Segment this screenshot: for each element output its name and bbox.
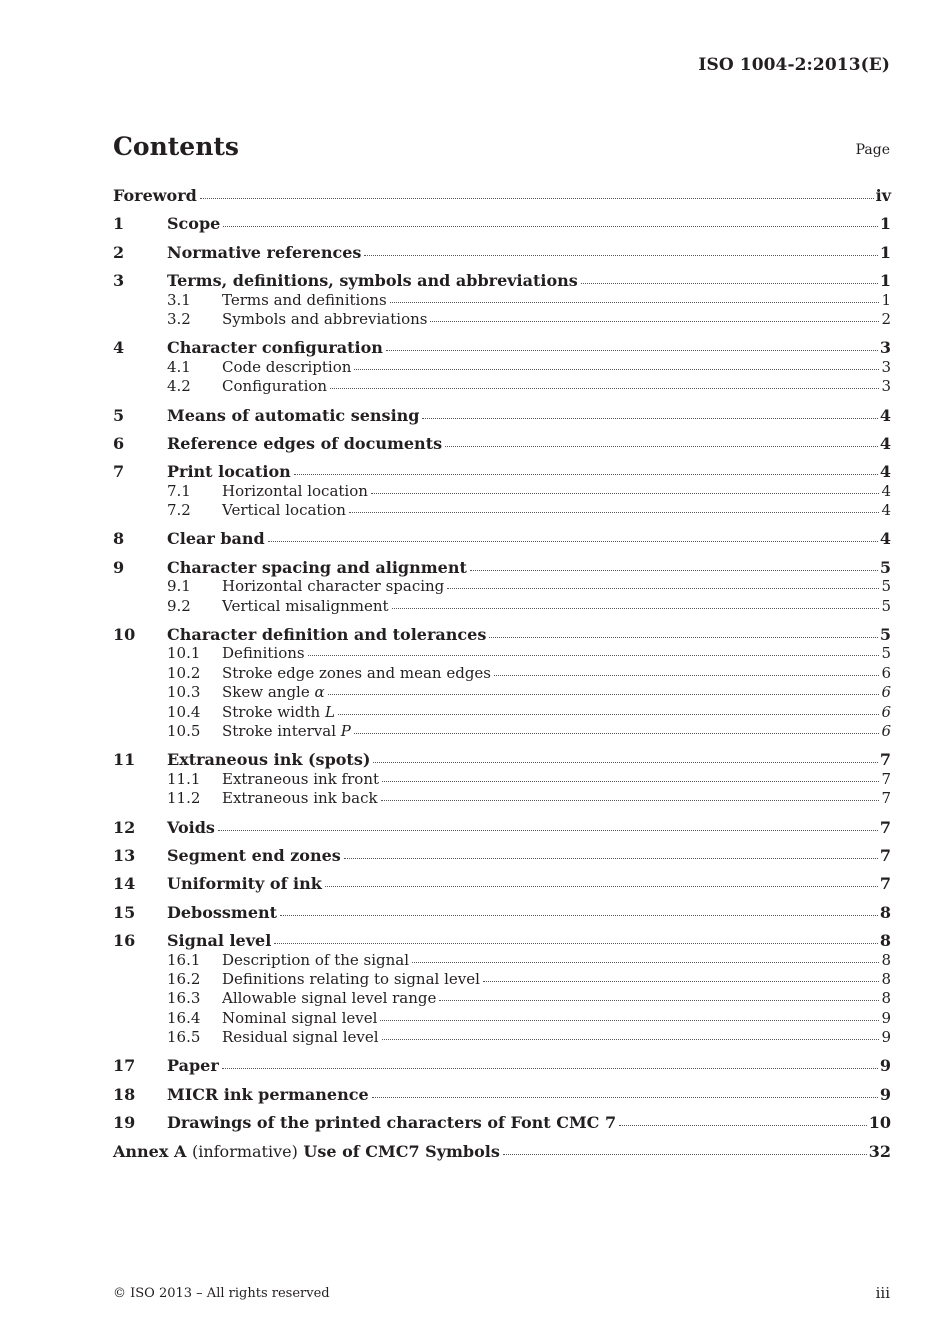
dot-leader: [373, 762, 877, 763]
toc-section: [113, 243, 891, 262]
toc-entry[interactable]: [113, 529, 891, 548]
toc-entry-number: 5: [113, 405, 125, 425]
dot-leader: [439, 1000, 879, 1001]
dot-leader: [381, 800, 880, 801]
dot-leader: [382, 1039, 880, 1040]
dot-leader: [344, 858, 878, 859]
toc-section: [113, 529, 891, 548]
document-id: ISO 1004-2:2013(E): [698, 55, 890, 75]
toc-entry-page: 1: [879, 214, 891, 234]
toc-entry-title: Uniformity of ink: [167, 874, 322, 894]
toc-subentry-title-text: Terms and definitions: [222, 290, 387, 309]
toc-entry-number: 18: [113, 1084, 136, 1104]
toc-subentry-title-text: Stroke interval: [222, 721, 336, 740]
dot-leader: [445, 446, 878, 447]
toc-subentry-number: 16.3: [167, 989, 201, 1008]
annex-title: Use of CMC7 Symbols: [303, 1141, 500, 1161]
contents-heading: Contents: [113, 132, 240, 161]
toc-subentry-number: 16.5: [167, 1028, 201, 1047]
toc-subentry-page: 5: [881, 577, 891, 596]
toc-subentry-page: 8: [881, 989, 891, 1008]
dot-leader: [274, 943, 878, 944]
toc-subentry[interactable]: [113, 501, 891, 520]
annex-label: Annex A: [113, 1141, 187, 1161]
toc-subentry-title: [222, 358, 351, 377]
toc-subentry-title: [222, 482, 368, 501]
toc-subentry[interactable]: [113, 1009, 891, 1028]
toc-section: [113, 846, 891, 865]
toc-entry[interactable]: [113, 406, 891, 425]
toc-entry-number: 8: [113, 529, 125, 549]
dot-leader: [386, 350, 878, 351]
toc-subentry-title-text: Horizontal location: [222, 481, 368, 500]
dot-leader: [412, 962, 879, 963]
copyright-notice: © ISO 2013 – All rights reserved: [113, 1286, 330, 1301]
toc-subentry-page: 7: [881, 769, 891, 788]
toc-entry-page: 9: [879, 1056, 891, 1076]
toc-subentry-title-text: Definitions: [222, 644, 305, 663]
toc-subentry-number: 3.1: [167, 290, 191, 309]
dot-leader: [619, 1125, 867, 1126]
toc-section: [113, 931, 891, 1047]
toc-entry-page: 7: [879, 874, 891, 894]
toc-subentry-title: [222, 722, 351, 741]
toc-subentry-page: 9: [881, 1008, 891, 1027]
toc-subentry-title-text: Description of the signal: [222, 950, 410, 969]
toc-entry-title: Drawings of the printed characters of Font CMC 7: [167, 1113, 617, 1133]
toc-entry-page: 32: [868, 1141, 891, 1161]
dot-leader: [430, 321, 879, 322]
toc-entry-page: 10: [868, 1113, 891, 1133]
toc-entry-number: 2: [113, 242, 125, 262]
toc-subentry[interactable]: [113, 789, 891, 808]
toc-entry-page: 5: [879, 557, 891, 577]
toc-entry-page: 1: [879, 271, 891, 291]
annex-qualifier: (informative): [191, 1141, 298, 1161]
dot-leader: [223, 226, 878, 227]
toc-subentry-number: 9.2: [167, 596, 191, 615]
toc-entry-number: 13: [113, 845, 136, 865]
toc-section: [113, 186, 891, 205]
toc-entry-page: 3: [879, 338, 891, 358]
dot-leader: [494, 675, 879, 676]
toc-subentry-number: 7.2: [167, 501, 191, 520]
toc-entry-title: MICR ink permanence: [167, 1084, 369, 1104]
toc-subentry-title: [222, 951, 409, 970]
dot-leader: [268, 541, 878, 542]
toc-subentry-symbol: α: [314, 683, 325, 702]
toc-subentry-title-text: Vertical location: [222, 501, 346, 520]
toc-subentry-title-text: Extraneous ink front: [222, 769, 380, 788]
toc-subentry-page: 6: [881, 702, 891, 721]
toc-entry-title: Reference edges of documents: [167, 433, 443, 453]
toc-entry[interactable]: [113, 1085, 891, 1104]
toc-subentry-title: [222, 597, 389, 616]
toc-subentry-title: [222, 310, 427, 329]
toc-subentry-page: 7: [881, 789, 891, 808]
toc-subentry-title-text: Skew angle: [222, 683, 310, 702]
toc-entry[interactable]: [113, 243, 891, 262]
page-column-label: Page: [855, 142, 890, 158]
dot-leader: [483, 981, 880, 982]
toc-entry-number: 10: [113, 625, 136, 645]
toc-subentry[interactable]: [113, 1028, 891, 1047]
toc-entry[interactable]: [113, 625, 891, 644]
toc-section: [113, 338, 891, 396]
toc-subentry-title: [222, 703, 335, 722]
toc-subentry-title-text: Horizontal character spacing: [222, 577, 445, 596]
table-of-contents: [113, 186, 891, 1170]
toc-subentry[interactable]: [113, 310, 891, 329]
toc-subentry[interactable]: [113, 703, 891, 722]
toc-subentry[interactable]: [113, 951, 891, 970]
toc-entry-title: Clear band: [167, 529, 265, 549]
toc-section: [113, 874, 891, 893]
toc-subentry-title-text: Configuration: [222, 377, 328, 396]
toc-entry-number: 1: [113, 214, 125, 234]
toc-entry-number: 6: [113, 433, 125, 453]
toc-entry[interactable]: [113, 846, 891, 865]
page-number: iii: [875, 1284, 890, 1302]
toc-entry-number: 19: [113, 1113, 136, 1133]
toc-entry-title: Normative references: [167, 242, 362, 262]
toc-entry-title: Print location: [167, 462, 291, 482]
toc-subentry-title: [222, 377, 327, 396]
dot-leader: [330, 388, 879, 389]
dot-leader: [280, 915, 878, 916]
toc-subentry-number: 10.1: [167, 644, 201, 663]
toc-entry[interactable]: [113, 874, 891, 893]
dot-leader: [308, 655, 880, 656]
toc-subentry-number: 16.1: [167, 950, 201, 969]
toc-subentry-number: 10.3: [167, 683, 201, 702]
toc-entry[interactable]: [113, 750, 891, 769]
toc-subentry-page: 5: [881, 596, 891, 615]
toc-subentry[interactable]: [113, 577, 891, 596]
toc-section: [113, 903, 891, 922]
toc-subentry-title: [222, 989, 436, 1008]
toc-subentry[interactable]: [113, 683, 891, 702]
toc-section: [113, 1056, 891, 1075]
toc-subentry-page: 6: [881, 663, 891, 682]
toc-entry-number: 3: [113, 271, 125, 291]
dot-leader: [470, 570, 878, 571]
toc-entry[interactable]: [113, 818, 891, 837]
toc-entry-number: 14: [113, 874, 136, 894]
toc-subentry-title: [222, 501, 346, 520]
toc-subentry-title: [222, 1028, 379, 1047]
toc-subentry-title-text: Stroke width: [222, 702, 321, 721]
dot-leader: [422, 418, 877, 419]
toc-entry-number: 16: [113, 931, 136, 951]
toc-entry-number: 15: [113, 902, 136, 922]
toc-section: [113, 558, 891, 616]
toc-subentry-title-text: Residual signal level: [222, 1028, 379, 1047]
dot-leader: [218, 830, 878, 831]
toc-entry-page: 5: [879, 625, 891, 645]
toc-subentry-title: [222, 664, 491, 683]
toc-subentry[interactable]: [113, 358, 891, 377]
toc-subentry-number: 9.1: [167, 577, 191, 596]
dot-leader: [200, 198, 874, 199]
toc-entry-page: 4: [879, 433, 891, 453]
toc-subentry-title: [222, 577, 444, 596]
toc-subentry-number: 10.4: [167, 702, 201, 721]
toc-subentry-page: 4: [881, 481, 891, 500]
toc-entry-number: 7: [113, 462, 125, 482]
toc-subentry-symbol: L: [324, 702, 335, 721]
toc-entry[interactable]: [113, 558, 891, 577]
toc-entry[interactable]: [113, 931, 891, 950]
toc-subentry-page: 3: [881, 357, 891, 376]
toc-entry-title: Scope: [167, 214, 221, 234]
toc-entry-title: Terms, definitions, symbols and abbreviations: [167, 271, 578, 291]
toc-entry-title: Debossment: [167, 902, 278, 922]
toc-entry-number: 11: [113, 750, 136, 770]
dot-leader: [222, 1068, 878, 1069]
toc-subentry-title-text: Definitions relating to signal level: [222, 969, 480, 988]
toc-section: [113, 1142, 891, 1161]
toc-entry[interactable]: [113, 903, 891, 922]
toc-subentry-number: 4.2: [167, 377, 191, 396]
toc-subentry-title: [222, 770, 379, 789]
toc-entry-page: 7: [879, 750, 891, 770]
toc-subentry[interactable]: [113, 377, 891, 396]
toc-entry[interactable]: [113, 462, 891, 481]
dot-leader: [328, 694, 880, 695]
toc-subentry[interactable]: [113, 989, 891, 1008]
toc-entry[interactable]: [113, 338, 891, 357]
toc-entry-number: 4: [113, 338, 125, 358]
toc-subentry-page: 8: [881, 950, 891, 969]
toc-entry-page: 4: [879, 529, 891, 549]
toc-section: [113, 1113, 891, 1132]
toc-section: [113, 434, 891, 453]
toc-subentry-number: 11.1: [167, 769, 201, 788]
toc-entry-title: Paper: [167, 1056, 219, 1076]
toc-section: [113, 462, 891, 520]
dot-leader: [380, 1020, 879, 1021]
toc-entry[interactable]: [113, 186, 891, 205]
toc-entry-page: 8: [879, 931, 891, 951]
toc-subentry-page: 2: [881, 309, 891, 328]
toc-subentry-page: 6: [881, 721, 891, 740]
dot-leader: [581, 283, 878, 284]
toc-subentry-page: 8: [881, 969, 891, 988]
toc-entry-number: 12: [113, 817, 136, 837]
dot-leader: [354, 733, 880, 734]
toc-entry-number: 9: [113, 557, 125, 577]
toc-entry[interactable]: [113, 271, 891, 290]
toc-subentry[interactable]: [113, 770, 891, 789]
toc-subentry-number: 10.2: [167, 663, 201, 682]
dot-leader: [372, 1097, 878, 1098]
toc-entry[interactable]: [113, 1142, 891, 1161]
toc-subentry-number: 16.2: [167, 969, 201, 988]
toc-entry-number: 17: [113, 1056, 136, 1076]
toc-entry[interactable]: [113, 1056, 891, 1075]
toc-subentry-page: 5: [881, 644, 891, 663]
toc-subentry-page: 3: [881, 377, 891, 396]
toc-entry-page: 4: [879, 462, 891, 482]
toc-subentry-title-text: Nominal signal level: [222, 1008, 378, 1027]
toc-subentry-number: 7.1: [167, 481, 191, 500]
toc-subentry-title: [222, 683, 325, 702]
toc-section: [113, 1085, 891, 1104]
toc-subentry-number: 10.5: [167, 721, 201, 740]
toc-subentry-title: [222, 1009, 377, 1028]
toc-subentry-symbol: P: [340, 721, 351, 740]
toc-section: [113, 214, 891, 233]
toc-subentry-number: 4.1: [167, 357, 191, 376]
toc-subentry-page: 4: [881, 501, 891, 520]
toc-subentry[interactable]: [113, 664, 891, 683]
toc-entry-page: iv: [875, 186, 891, 205]
toc-entry-title: Means of automatic sensing: [167, 405, 420, 425]
toc-subentry-title: [222, 644, 305, 663]
toc-section: [113, 818, 891, 837]
toc-section: [113, 625, 891, 741]
toc-entry-title: Character configuration: [167, 338, 383, 358]
dot-leader: [338, 714, 880, 715]
dot-leader: [371, 493, 880, 494]
toc-entry-title: Character definition and tolerances: [167, 625, 487, 645]
toc-section: [113, 406, 891, 425]
toc-subentry-title: [222, 291, 387, 310]
toc-section: [113, 750, 891, 808]
dot-leader: [349, 512, 880, 513]
toc-subentry-title-text: Allowable signal level range: [222, 989, 437, 1008]
toc-entry-title: [113, 1142, 500, 1161]
toc-subentry-title-text: Stroke edge zones and mean edges: [222, 663, 492, 682]
toc-entry[interactable]: [113, 1113, 891, 1132]
toc-subentry[interactable]: [113, 597, 891, 616]
dot-leader: [392, 608, 880, 609]
dot-leader: [489, 637, 878, 638]
toc-entry-page: 8: [879, 902, 891, 922]
toc-subentry[interactable]: [113, 970, 891, 989]
toc-entry-title: Voids: [167, 817, 215, 837]
toc-subentry-page: 9: [881, 1028, 891, 1047]
toc-entry-title: Extraneous ink (spots): [167, 750, 371, 770]
dot-leader: [364, 255, 877, 256]
toc-entry-title: Segment end zones: [167, 845, 341, 865]
toc-entry[interactable]: [113, 434, 891, 453]
toc-entry-title: Signal level: [167, 931, 272, 951]
toc-entry-title: Character spacing and alignment: [167, 557, 467, 577]
toc-subentry-title-text: Extraneous ink back: [222, 789, 378, 808]
toc-subentry-page: 1: [881, 290, 891, 309]
toc-entry-title: Foreword: [113, 186, 197, 205]
toc-subentry[interactable]: [113, 482, 891, 501]
toc-entry-page: 9: [879, 1084, 891, 1104]
toc-subentry-title-text: Symbols and abbreviations: [222, 309, 428, 328]
toc-subentry-number: 16.4: [167, 1008, 201, 1027]
toc-subentry-number: 3.2: [167, 309, 191, 328]
toc-subentry-title: [222, 970, 480, 989]
dot-leader: [325, 886, 878, 887]
dot-leader: [447, 588, 879, 589]
dot-leader: [503, 1154, 867, 1155]
toc-subentry[interactable]: [113, 644, 891, 663]
toc-subentry[interactable]: [113, 291, 891, 310]
toc-entry-page: 4: [879, 405, 891, 425]
toc-entry[interactable]: [113, 214, 891, 233]
dot-leader: [390, 302, 880, 303]
dot-leader: [294, 474, 878, 475]
toc-subentry-page: 6: [881, 683, 891, 702]
toc-subentry-title-text: Code description: [222, 357, 352, 376]
toc-subentry-title: [222, 789, 378, 808]
toc-entry-page: 1: [879, 242, 891, 262]
toc-subentry-number: 11.2: [167, 789, 201, 808]
dot-leader: [354, 369, 879, 370]
toc-subentry-title-text: Vertical misalignment: [222, 596, 389, 615]
toc-entry-page: 7: [879, 845, 891, 865]
toc-entry-page: 7: [879, 817, 891, 837]
dot-leader: [382, 781, 879, 782]
toc-subentry[interactable]: [113, 722, 891, 741]
toc-section: [113, 271, 891, 329]
